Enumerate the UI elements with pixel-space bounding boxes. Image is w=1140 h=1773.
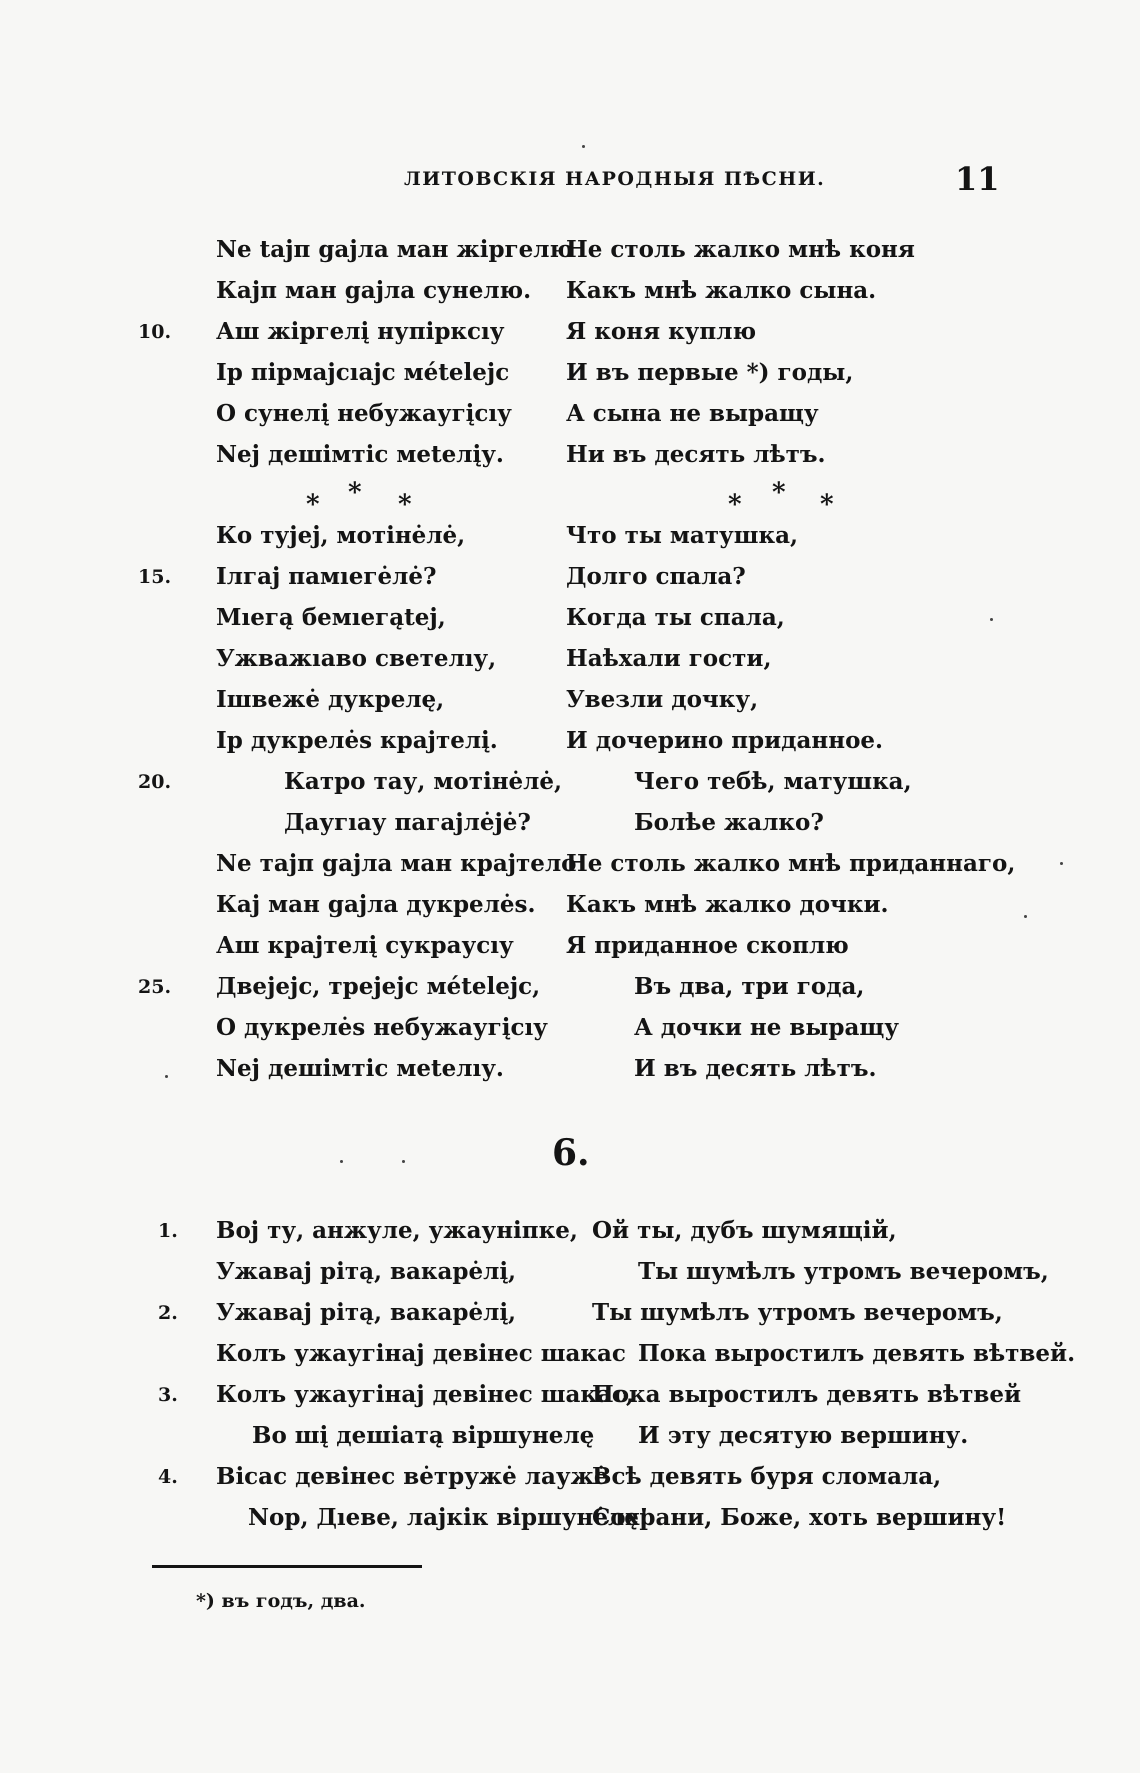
print-speck [340, 1160, 343, 1163]
russian-line: Болѣе жалко? [634, 809, 824, 836]
russian-line: Чего тебѣ, матушка, [634, 768, 912, 795]
russian-line: И въ первые *) годы, [566, 359, 854, 386]
footnote: *) въ годъ, два. [196, 1590, 366, 1612]
lithuanian-line: Двejejс, трejejс мételejс, [216, 973, 541, 1000]
page-header [0, 160, 1140, 200]
verse-row [0, 435, 1140, 475]
lithuanian-line: Вісас девінес вėтружė лаужė [216, 1463, 609, 1490]
running-title: ЛИТОВСКІЯ НАРОДНЫЯ ПѢСНИ. [404, 168, 826, 190]
lithuanian-line: Вој ту, анжуле, ужауніпке, [216, 1217, 578, 1244]
line-number: 1. [158, 1220, 178, 1242]
russian-line: А сына не выращу [566, 400, 819, 427]
lithuanian-line: Даугıау пагајлėјė? [284, 809, 531, 836]
print-speck [1024, 915, 1027, 918]
russian-line: Не столь жалко мнѣ приданнаго, [566, 850, 1016, 877]
russian-line: Въ два, три года, [634, 973, 865, 1000]
lithuanian-line: Кај ман gajла дукрелės. [216, 891, 536, 918]
russian-line: Я приданное скоплю [566, 932, 849, 959]
asterisk-icon: * [348, 478, 362, 508]
verse-row [0, 394, 1140, 434]
asterisk-icon: * [772, 478, 786, 508]
verse-row [0, 680, 1140, 720]
verse-row [0, 803, 1140, 843]
verse-row [0, 312, 1140, 352]
lithuanian-line: Аш жіргелį нупірксıу [216, 318, 505, 345]
verse-row [0, 1498, 1140, 1538]
russian-line: Наѣхали гости, [566, 645, 772, 672]
print-speck [990, 618, 993, 621]
russian-line: Ты шумѣлъ утромъ вечеромъ, [592, 1299, 1003, 1326]
verse-row [0, 1457, 1140, 1497]
section-number: 6. [552, 1132, 590, 1174]
russian-line: Пока выростилъ девять вѣтвей. [638, 1340, 1076, 1367]
russian-line: Ни въ десять лѣтъ. [566, 441, 826, 468]
russian-line: Не столь жалко мнѣ коня [566, 236, 915, 263]
verse-row [0, 1252, 1140, 1292]
russian-line: Сохрани, Боже, хоть вершину! [592, 1504, 1007, 1531]
russian-line: Ты шумѣлъ утромъ вечеромъ, [638, 1258, 1049, 1285]
verse-row [0, 1416, 1140, 1456]
section-break-stars-left [0, 478, 1140, 518]
verse-row [0, 844, 1140, 884]
verse-row [0, 230, 1140, 270]
lithuanian-line: Nор, Дıеве, лајкік віршунėлę! [248, 1504, 649, 1531]
russian-line: Что ты матушка, [566, 522, 799, 549]
russian-line: Ой ты, дубъ шумящій, [592, 1217, 897, 1244]
verse-row [0, 1049, 1140, 1089]
line-number: 25. [138, 976, 172, 998]
verse-row [0, 1008, 1140, 1048]
lithuanian-line: Ne тајп gajла ман крајтело [216, 850, 577, 877]
print-speck [1060, 862, 1063, 865]
lithuanian-line: Ілгај памıегėлė? [216, 563, 437, 590]
lithuanian-line: Ужавај рітą, вакарėлį, [216, 1258, 517, 1285]
lithuanian-line: Ір дукрелės крајтелį. [216, 727, 498, 754]
line-number: 20. [138, 771, 172, 793]
lithuanian-line: Аш крајтелį сукраусıу [216, 932, 514, 959]
print-speck [165, 1075, 168, 1078]
verse-row [0, 762, 1140, 802]
verse-row [0, 353, 1140, 393]
lithuanian-line: Ужважıаво светелıу, [216, 645, 497, 672]
russian-line: Какъ мнѣ жалко дочки. [566, 891, 889, 918]
lithuanian-line: О дукрелės небужаугįсıу [216, 1014, 548, 1041]
verse-row [0, 1211, 1140, 1251]
lithuanian-line: Ужавај рітą, вакарėлį, [216, 1299, 517, 1326]
lithuanian-line: Nej дешімтіс мetелįу. [216, 441, 504, 468]
russian-line: Я коня куплю [566, 318, 757, 345]
lithuanian-line: О сунелį небужаугįсıу [216, 400, 512, 427]
lithuanian-line: Ір пірмајсıајс мételejс [216, 359, 510, 386]
lithuanian-line: Ne tajп gajла ман жіргелю [216, 236, 574, 263]
russian-line: А дочки не выращу [634, 1014, 900, 1041]
russian-line: И дочерино приданное. [566, 727, 884, 754]
russian-line: Долго спала? [566, 563, 746, 590]
verse-row [0, 1334, 1140, 1374]
russian-line: Когда ты спала, [566, 604, 785, 631]
footnote-rule [152, 1565, 422, 1568]
line-number: 4. [158, 1466, 178, 1488]
lithuanian-line: Во шį дешіатą віршунелę [252, 1422, 595, 1449]
verse-row [0, 885, 1140, 925]
verse-row [0, 639, 1140, 679]
verse-row [0, 721, 1140, 761]
russian-line: Всѣ девять буря сломала, [592, 1463, 942, 1490]
verse-row [0, 516, 1140, 556]
verse-row [0, 598, 1140, 638]
asterisk-icon: * [306, 490, 320, 520]
verse-row [0, 271, 1140, 311]
lithuanian-line: Nej дешімтіс мetелıу. [216, 1055, 504, 1082]
russian-line: Пока выростилъ девять вѣтвей [592, 1381, 1022, 1408]
russian-line: Какъ мнѣ жалко сына. [566, 277, 877, 304]
lithuanian-line: Ко тујej, мотінėлė, [216, 522, 466, 549]
line-number: 2. [158, 1302, 178, 1324]
print-speck [402, 1160, 405, 1163]
line-number: 15. [138, 566, 172, 588]
lithuanian-line: Мıегą бемıегątej, [216, 604, 446, 631]
lithuanian-line: Колъ ужаугінај девінес шакас, [216, 1381, 634, 1408]
verse-row [0, 1375, 1140, 1415]
lithuanian-line: Катро тау, мотінėлė, [284, 768, 563, 795]
print-speck [582, 145, 585, 148]
verse-row [0, 926, 1140, 966]
line-number: 10. [138, 321, 172, 343]
asterisk-icon: * [728, 490, 742, 520]
asterisk-icon: * [820, 490, 834, 520]
russian-line: Увезли дочку, [566, 686, 759, 713]
line-number: 3. [158, 1384, 178, 1406]
lithuanian-line: Колъ ужаугінај девінес шакас [216, 1340, 626, 1367]
page-number: 11 [955, 160, 1000, 198]
lithuanian-line: Ішвежė дукрелę, [216, 686, 445, 713]
russian-line: И въ десять лѣтъ. [634, 1055, 877, 1082]
verse-row [0, 967, 1140, 1007]
verse-row [0, 557, 1140, 597]
verse-row [0, 1293, 1140, 1333]
russian-line: И эту десятую вершину. [638, 1422, 969, 1449]
asterisk-icon: * [398, 490, 412, 520]
lithuanian-line: Кајп ман gajла сунелю. [216, 277, 532, 304]
